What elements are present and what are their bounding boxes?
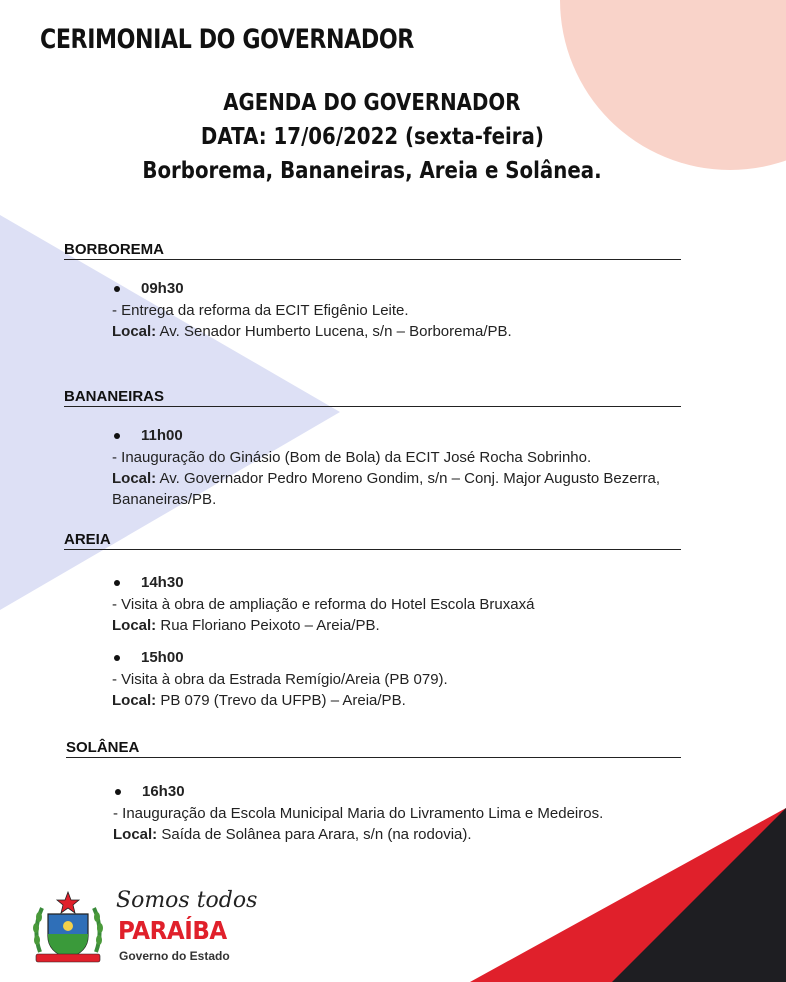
event-description: - Visita à obra de ampliação e reforma do Hotel Escola Bruxaxá xyxy=(112,596,535,613)
location-text: Av. Senador Humberto Lucena, s/n – Borborema/PB. xyxy=(156,323,512,340)
event-location xyxy=(112,615,672,636)
brand-subtitle: Governo do Estado xyxy=(119,949,230,963)
event-description: - Visita à obra da Estrada Remígio/Areia (PB 079). xyxy=(112,671,448,688)
event-item xyxy=(113,781,673,845)
location-text: Saída de Solânea para Arara, s/n (na rodovia). xyxy=(157,826,472,843)
agenda-date: DATA: 17/06/2022 (sexta-feira) xyxy=(200,124,544,150)
event-description: - Inauguração da Escola Municipal Maria do Livramento Lima e Medeiros. xyxy=(113,805,604,822)
location-text: Rua Floriano Peixoto – Areia/PB. xyxy=(156,617,380,634)
section-heading-areia: AREIA xyxy=(64,531,681,550)
brand-slogan: Somos todos xyxy=(116,888,258,913)
section-heading-borborema: BORBOREMA xyxy=(64,241,681,260)
location-text: Av. Governador Pedro Moreno Gondim, s/n – Conj. Major Augusto Bezerra, Bananeiras/PB. xyxy=(112,470,661,508)
section-heading-solanea: SOLÂNEA xyxy=(66,739,681,758)
event-item xyxy=(112,278,672,342)
event-location xyxy=(112,468,672,510)
page-title: CERIMONIAL DO GOVERNADOR xyxy=(40,24,414,55)
event-time: 09h30 xyxy=(112,278,672,299)
event-item xyxy=(112,647,672,711)
event-description: - Inauguração do Ginásio (Bom de Bola) da ECIT José Rocha Sobrinho. xyxy=(112,449,592,466)
event-time: 14h30 xyxy=(112,572,672,593)
brand-state-name: PARAÍBA xyxy=(118,916,227,945)
agenda-heading xyxy=(0,86,744,188)
location-label: Local: xyxy=(113,826,158,843)
event-item xyxy=(112,425,672,510)
event-location xyxy=(113,824,673,845)
agenda-cities: Borborema, Bananeiras, Areia e Solânea. xyxy=(142,158,602,184)
event-location xyxy=(112,690,672,711)
event-description: - Entrega da reforma da ECIT Efigênio Leite. xyxy=(112,302,409,319)
location-text: PB 079 (Trevo da UFPB) – Areia/PB. xyxy=(156,692,406,709)
location-label: Local: xyxy=(112,692,157,709)
event-time: 11h00 xyxy=(112,425,672,446)
event-location xyxy=(112,321,672,342)
agenda-title: AGENDA DO GOVERNADOR xyxy=(223,90,521,116)
section-heading-bananeiras: BANANEIRAS xyxy=(64,388,681,407)
event-item xyxy=(112,572,672,636)
location-label: Local: xyxy=(112,323,157,340)
event-time: 16h30 xyxy=(113,781,673,802)
location-label: Local: xyxy=(112,470,157,487)
government-logo xyxy=(30,888,258,968)
event-time: 15h00 xyxy=(112,647,672,668)
coat-of-arms-icon xyxy=(30,890,106,966)
location-label: Local: xyxy=(112,617,157,634)
